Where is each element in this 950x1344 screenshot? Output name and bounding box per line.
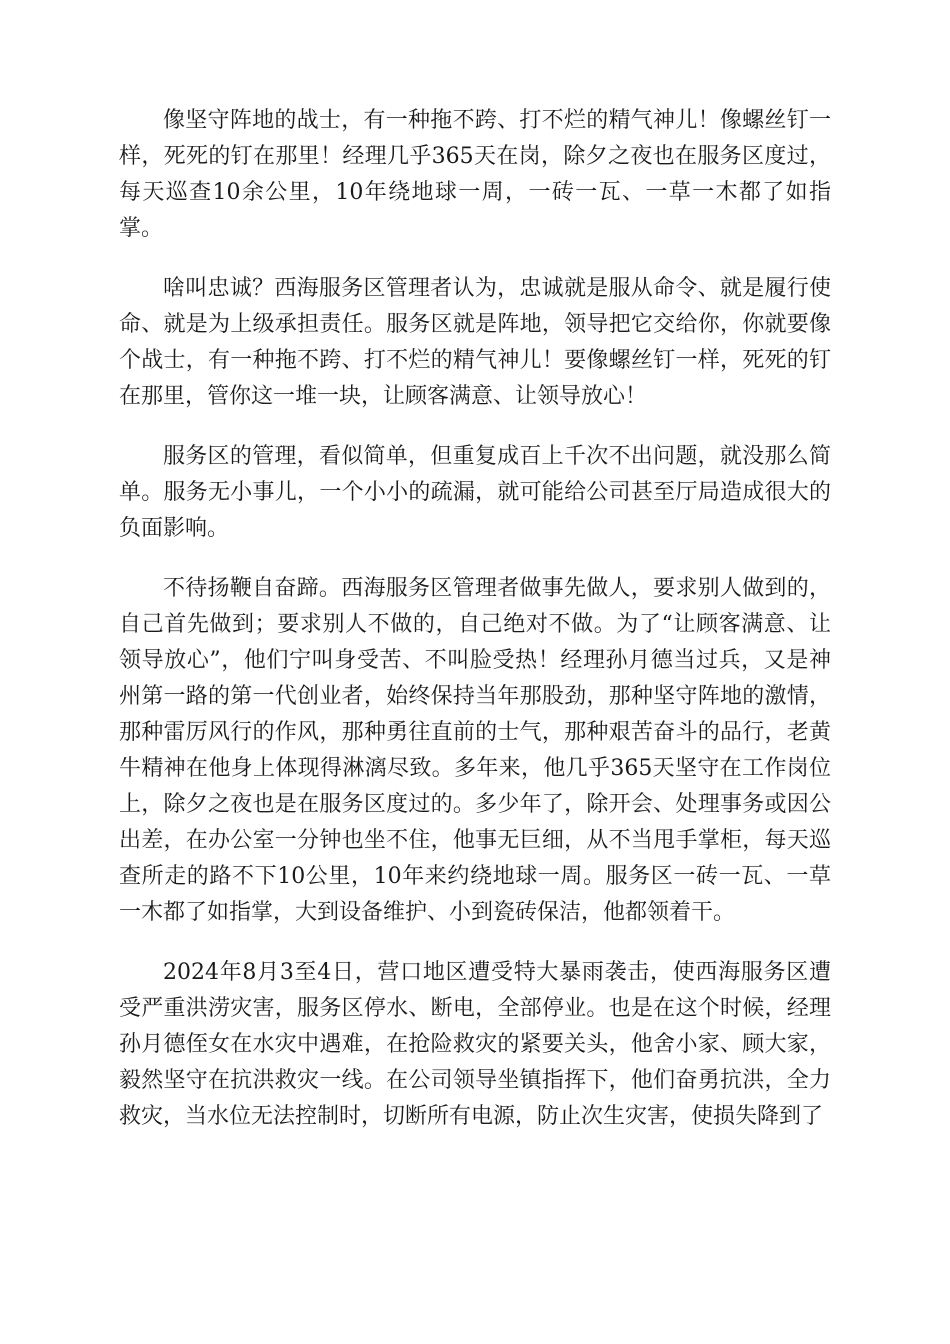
paragraph-4: 不待扬鞭自奋蹄。西海服务区管理者做事先做人，要求别人做到的，自己首先做到；要求别人不做的，自己绝对不做。为了“让顾客满意、让领导放心”，他们宁叫身受苦、不叫脸受热！经理孙月德当过兵，又是神州第一路的第一代创业者，始终保持当年那股劲，那种坚守阵地的激情，那种雷厉风行的作风，那种勇往直前的士气，那种艰苦奋斗的品行，老黄牛精神在他身上体现得淋漓尽致。多年来，他几乎365天坚守在工作岗位上，除夕之夜也是在服务区度过的。多少年了，除开会、处理事务或因公出差，在办公室一分钟也坐不住，他事无巨细，从不当甩手掌柜，每天巡查所走的路不下10公里，10年来约绕地球一周。服务区一砖一瓦、一草一木都了如指掌，大到设备维护、小到瓷砖保洁，他都领着干。 — [119, 576, 831, 925]
paragraph-2: 啥叫忠诚？西海服务区管理者认为，忠诚就是服从命令、就是履行使命、就是为上级承担责任。服务区就是阵地，领导把它交给你，你就要像个战士，有一种拖不跨、打不烂的精气神儿！要像螺丝钉一样，死死的钉在那里，管你这一堆一块，让顾客满意、让领导放心！ — [119, 276, 831, 409]
document-body — [119, 103, 831, 1135]
paragraph-1: 像坚守阵地的战士，有一种拖不跨、打不烂的精气神儿！像螺丝钉一样，死死的钉在那里！经理几乎365天在岗，除夕之夜也在服务区度过，每天巡查10余公里，10年绕地球一周，一砖一瓦、一草一木都了如指掌。 — [119, 108, 831, 241]
paragraph-3: 服务区的管理，看似简单，但重复成百上千次不出问题，就没那么简单。服务无小事儿，一个小小的疏漏，就可能给公司甚至厅局造成很大的负面影响。 — [119, 444, 831, 541]
paragraph-5: 2024年8月3至4日，营口地区遭受特大暴雨袭击，使西海服务区遭受严重洪涝灾害，服务区停水、断电，全部停业。也是在这个时候，经理孙月德侄女在水灾中遇难，在抢险救灾的紧要关头，他舍小家、顾大家，毅然坚守在抗洪救灾一线。在公司领导坐镇指挥下，他们奋勇抗洪，全力救灾，当水位无法控制时，切断所有电源，防止次生灾害，使损失降到了 — [119, 960, 831, 1129]
